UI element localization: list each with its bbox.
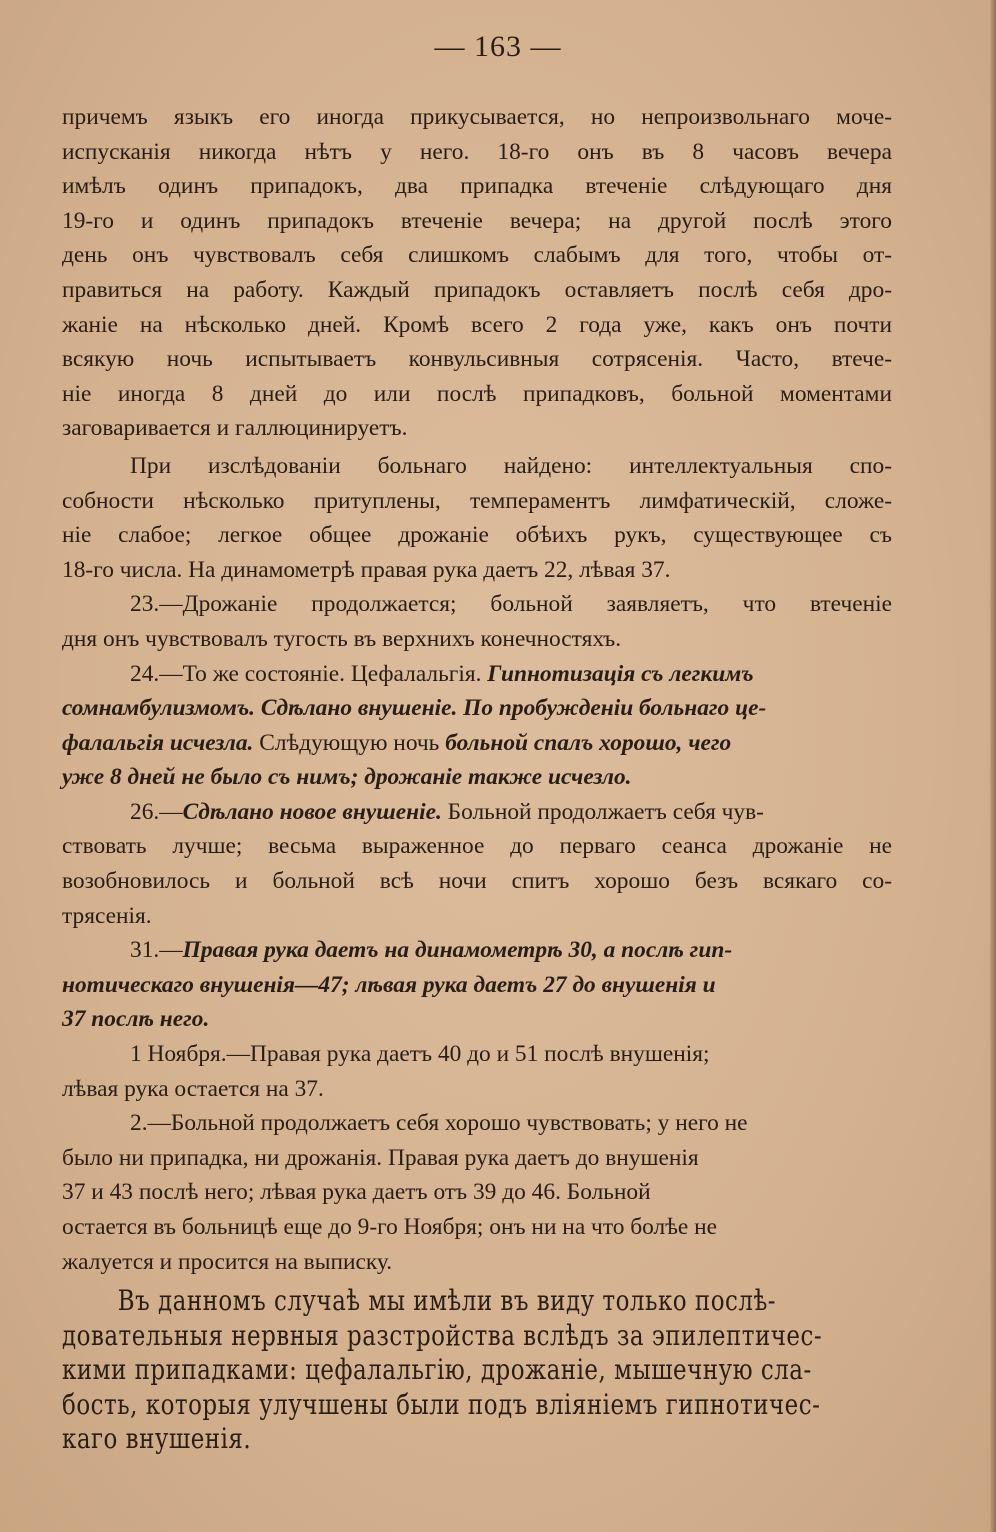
text-line: испусканія никогда нѣтъ у него. 18-го онъ въ 8 часовъ вечера [62, 138, 892, 165]
text-line: довательныя нервныя разстройства вслѣдъ за эпилептичес- [62, 1318, 823, 1352]
body-text [62, 100, 892, 1279]
italic-run: фалальгія исчезла. [62, 729, 254, 756]
page-number: — 163 — [434, 30, 562, 63]
text-run: 31.— [130, 937, 183, 964]
text-line: остается въ больницѣ еще до 9-го Ноября; онъ ни на что болѣе не [62, 1214, 718, 1240]
text-line: 37 и 43 послѣ него; лѣвая рука даетъ отъ 39 до 46. Больной [62, 1179, 651, 1206]
text-run: 24.—То же состояніе. Цефалальгія. [130, 660, 488, 687]
text-line [62, 795, 892, 830]
text-line: дня онъ чувствовалъ тугость въ верхнихъ конечностяхъ. [62, 625, 622, 652]
text-line: было ни припадка, ни дрожанія. Правая рука даетъ до внушенія [62, 1144, 699, 1171]
text-line: трясенія. [62, 902, 152, 929]
text-line: лѣвая рука остается на 37. [62, 1075, 324, 1102]
italic-run: Гипнотизація съ легкимъ [487, 660, 754, 687]
text-run: 26.— [130, 798, 183, 825]
text-run: Больной продолжаетъ себя чув- [441, 798, 764, 825]
text-line: ствовать лучше; весьма выраженное до перваго сеанса дрожаніе не [62, 833, 892, 860]
text-line: собности нѣсколько притуплены, темпераментъ лимфатическій, сложе- [62, 487, 892, 514]
page-edge [990, 0, 996, 1532]
italic-run: сомнамбулизмомъ. Сдѣлано внушеніе. По пробужденіи больнаго це- [62, 695, 767, 722]
text-line: заговаривается и галлюцинируетъ. [62, 415, 408, 442]
text-line [62, 968, 892, 1003]
italic-run: уже 8 дней не было съ нимъ; дрожаніе также исчезло. [62, 764, 632, 791]
text-line: ніе слабое; легкое общее дрожаніе обѣихъ рукъ, существующее съ [62, 522, 892, 549]
text-line: 1 Ноября.—Правая рука даетъ 40 до и 51 послѣ внушенія; [130, 1041, 710, 1068]
text-line: имѣлъ одинъ припадокъ, два припадка втеченіе слѣдующаго дня [62, 173, 892, 200]
text-line [62, 760, 892, 795]
italic-run: Правая рука даетъ на динамометрѣ 30, а послѣ гип- [182, 937, 733, 964]
text-line: Въ данномъ случаѣ мы имѣли въ виду только послѣ- [117, 1284, 777, 1317]
text-line: При изслѣдованіи больнаго найдено: интеллектуальныя спо- [130, 452, 892, 479]
text-line: 19-го и одинъ припадокъ втеченіе вечера; на другой послѣ этого [62, 207, 892, 234]
text-line: жаніе на нѣсколько дней. Кромѣ всего 2 года уже, какъ онъ почти [62, 311, 892, 338]
text-line: 2.—Больной продолжаетъ себя хорошо чувствовать; у него не [130, 1110, 748, 1137]
text-line: каго внушенія. [62, 1422, 252, 1456]
text-line: 18-го числа. На динамометрѣ правая рука даетъ 22, лѣвая 37. [62, 556, 671, 583]
closing-paragraph [62, 1284, 892, 1457]
text-line: 23.—Дрожаніе продолжается; больной заявляетъ, что втеченіе [130, 591, 892, 618]
italic-run: больной спалъ хорошо, чего [445, 729, 732, 756]
text-line: возобновилось и больной всѣ ночи спитъ хорошо безъ всякаго со- [62, 868, 892, 895]
text-line: ніе иногда 8 дней до или послѣ припадковъ, больной моментами [62, 380, 892, 407]
text-run: Слѣдующую ночь [253, 729, 446, 756]
text-line: день онъ чувствовалъ себя слишкомъ слабымъ для того, чтобы от- [62, 242, 892, 269]
italic-run: нотическаго внушенія—47; лѣвая рука даетъ 27 до внушенія и [62, 971, 716, 998]
text-line: причемъ языкъ его иногда прикусывается, но непроизвольнаго моче- [62, 104, 892, 130]
text-line: бость, которыя улучшены были подъ вліяніемъ гипнотичес- [62, 1387, 821, 1421]
text-line: правиться на работу. Каждый припадокъ оставляетъ послѣ себя дро- [62, 276, 892, 303]
text-line: всякую ночь испытываетъ конвульсивныя сотрясенія. Часто, втече- [62, 346, 892, 373]
text-line [62, 1002, 892, 1037]
text-line: кими припадками: цефалальгію, дрожаніе, мышечную сла- [62, 1353, 812, 1387]
text-line [62, 691, 892, 726]
italic-run: 37 послѣ него. [62, 1006, 210, 1033]
text-line [62, 657, 892, 692]
text-line [62, 726, 892, 761]
text-line [62, 933, 892, 968]
italic-run: Сдѣлано новое внушеніе. [182, 798, 442, 825]
text-line: жалуется и просится на выписку. [62, 1248, 393, 1275]
